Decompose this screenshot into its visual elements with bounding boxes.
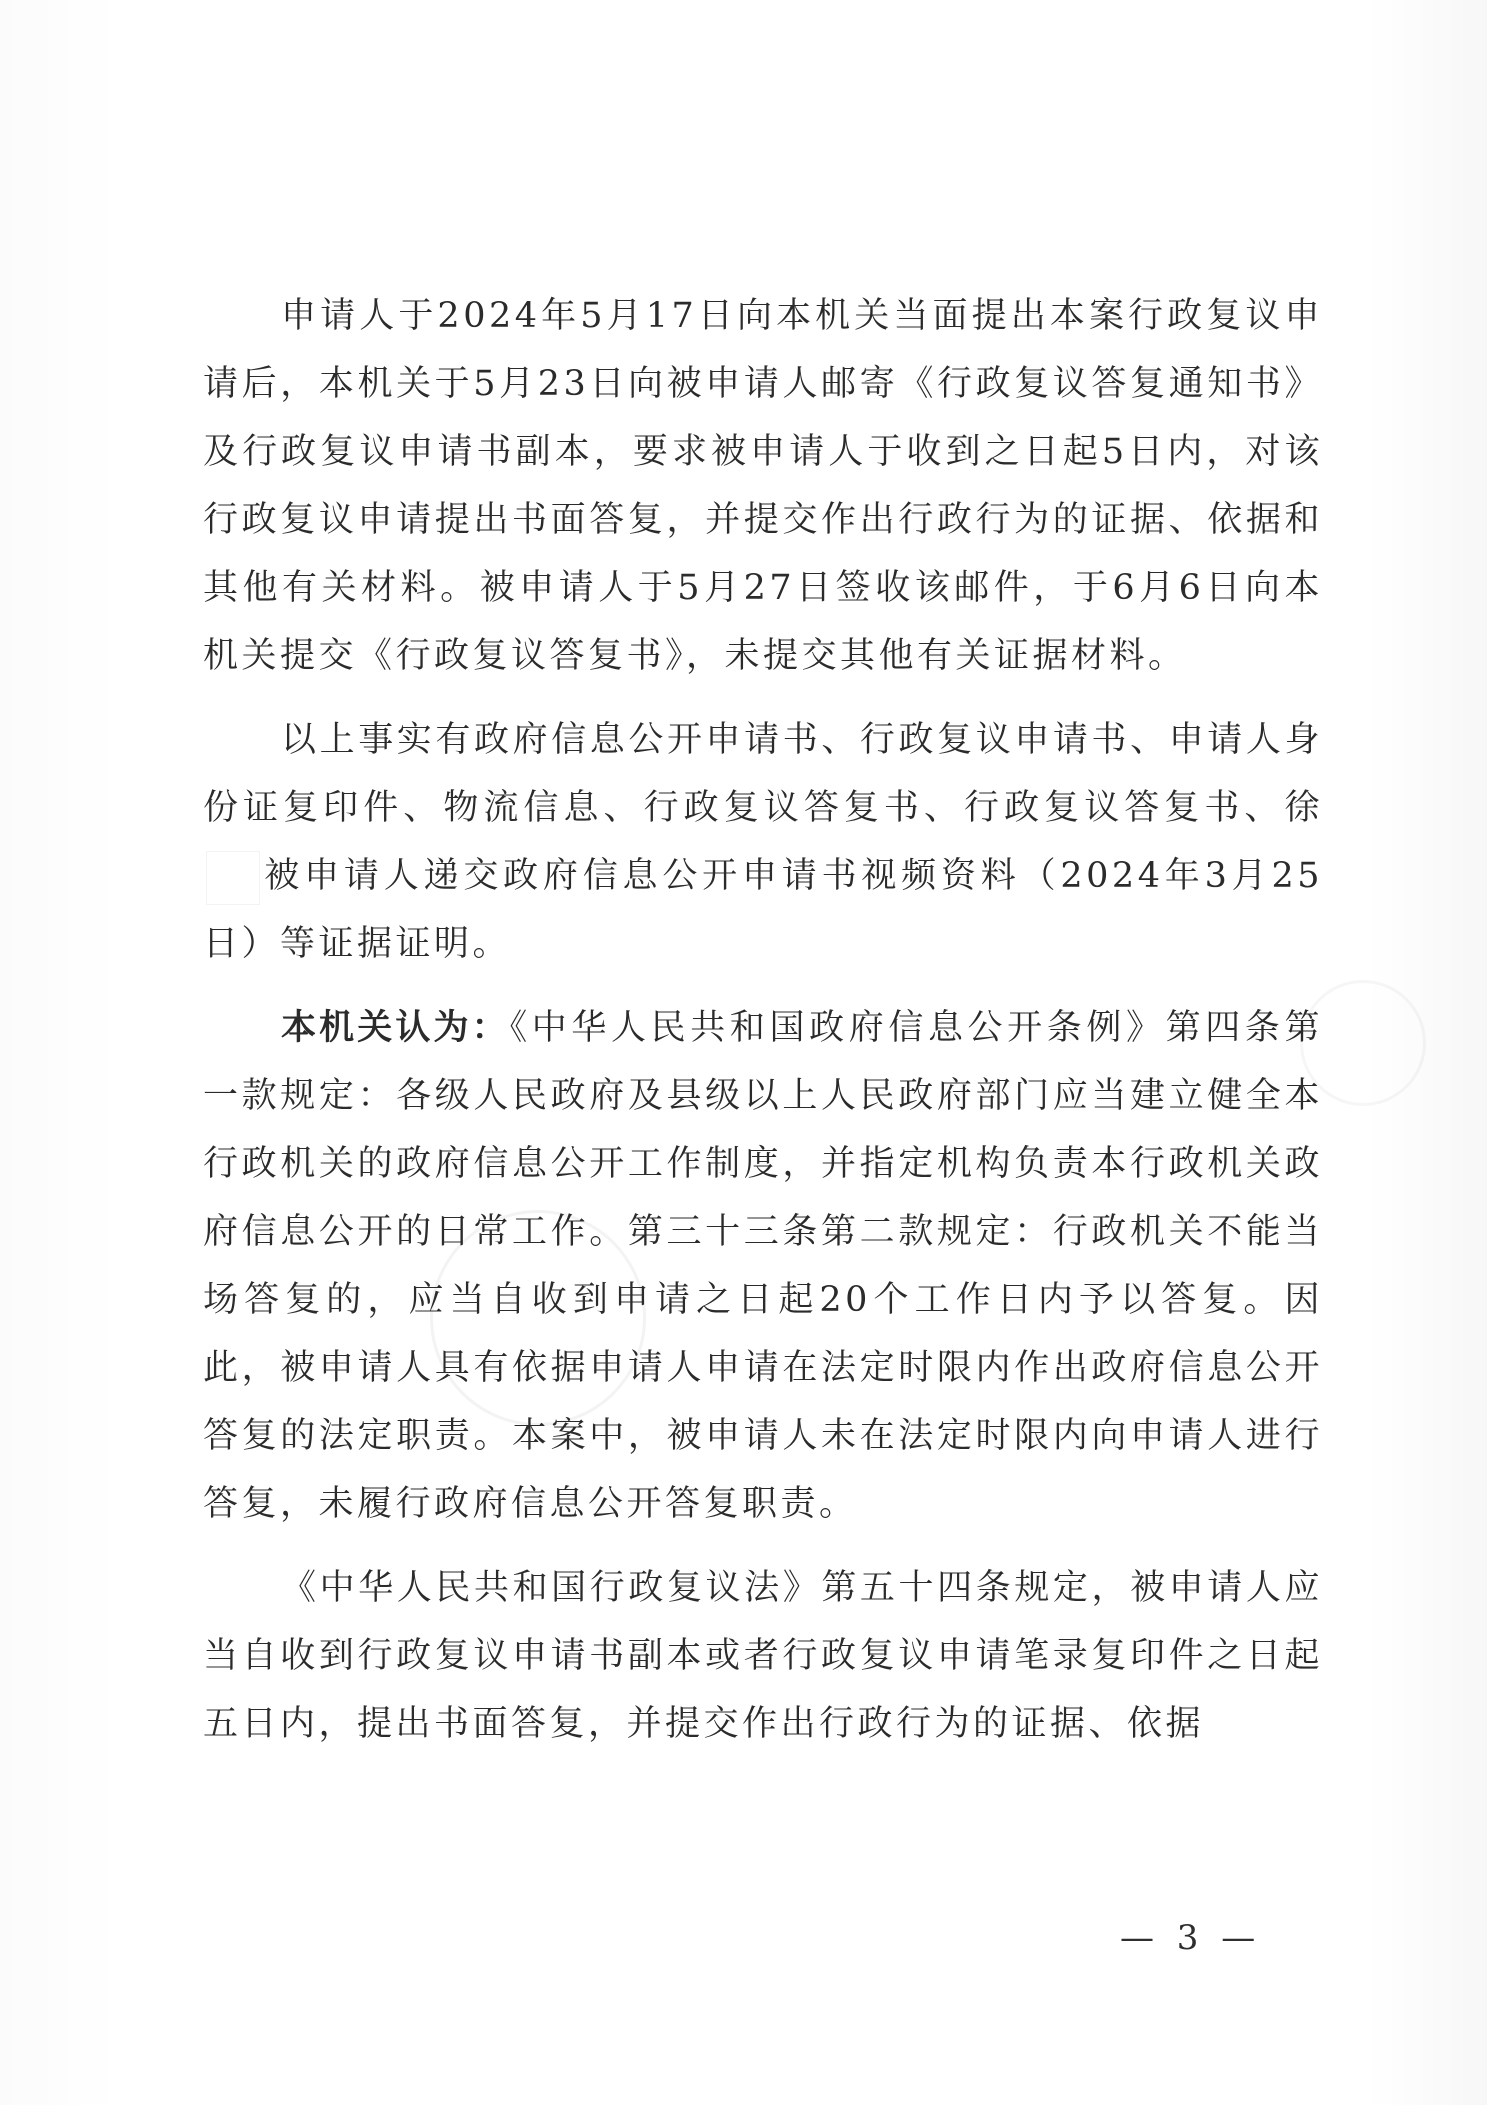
- paragraph-authority-opinion: [203, 994, 1323, 1538]
- paragraph-procedure: 申请人于2024年5月17日向本机关当面提出本案行政复议申请后，本机关于5月23日向被申请人邮寄《行政复议答复通知书》及行政复议申请书副本，要求被申请人于收到之日起5日内，对该行政复议申请提出书面答复，并提交作出行政行为的证据、依据和其他有关材料。被申请人于5月27日签收该邮件，于6月6日向本机关提交《行政复议答复书》，未提交其他有关证据材料。: [203, 296, 1323, 676]
- opinion-lead: 本机关认为：: [281, 1008, 510, 1048]
- evidence-text-end: 被申请人递交政府信息公开申请书视频资料（2024年3月25日）等证据证明。: [203, 856, 1323, 964]
- paragraph-law-reference: 《中华人民共和国行政复议法》第五十四条规定，被申请人应当自收到行政复议申请书副本或者行政复议申请笔录复印件之日起五日内，提出书面答复，并提交作出行政行为的证据、依据: [203, 1568, 1323, 1744]
- opinion-text: 《中华人民共和国政府信息公开条例》第四条第一款规定：各级人民政府及县级以上人民政府部门应当建立健全本行政机关的政府信息公开工作制度，并指定机构负责本行政机关政府信息公开的日常工作。第三十三条第二款规定：行政机关不能当场答复的，应当自收到申请之日起20个工作日内予以答复。因此，被申请人具有依据申请人申请在法定时限内作出政府信息公开答复的法定职责。本案中，被申请人未在法定时限内向申请人进行答复，未履行政府信息公开答复职责。: [203, 1008, 1323, 1524]
- evidence-text-start: 以上事实有政府信息公开申请书、行政复议申请书、申请人身份证复印件、物流信息、行政复议答复书、行政复议答复书、: [203, 720, 1323, 828]
- paragraph-evidence: [203, 706, 1323, 978]
- document-body: [203, 282, 1323, 1774]
- page-number: — 3 —: [1120, 1918, 1262, 1958]
- redaction-block: [207, 852, 259, 904]
- partial-name: 徐: [1284, 788, 1323, 828]
